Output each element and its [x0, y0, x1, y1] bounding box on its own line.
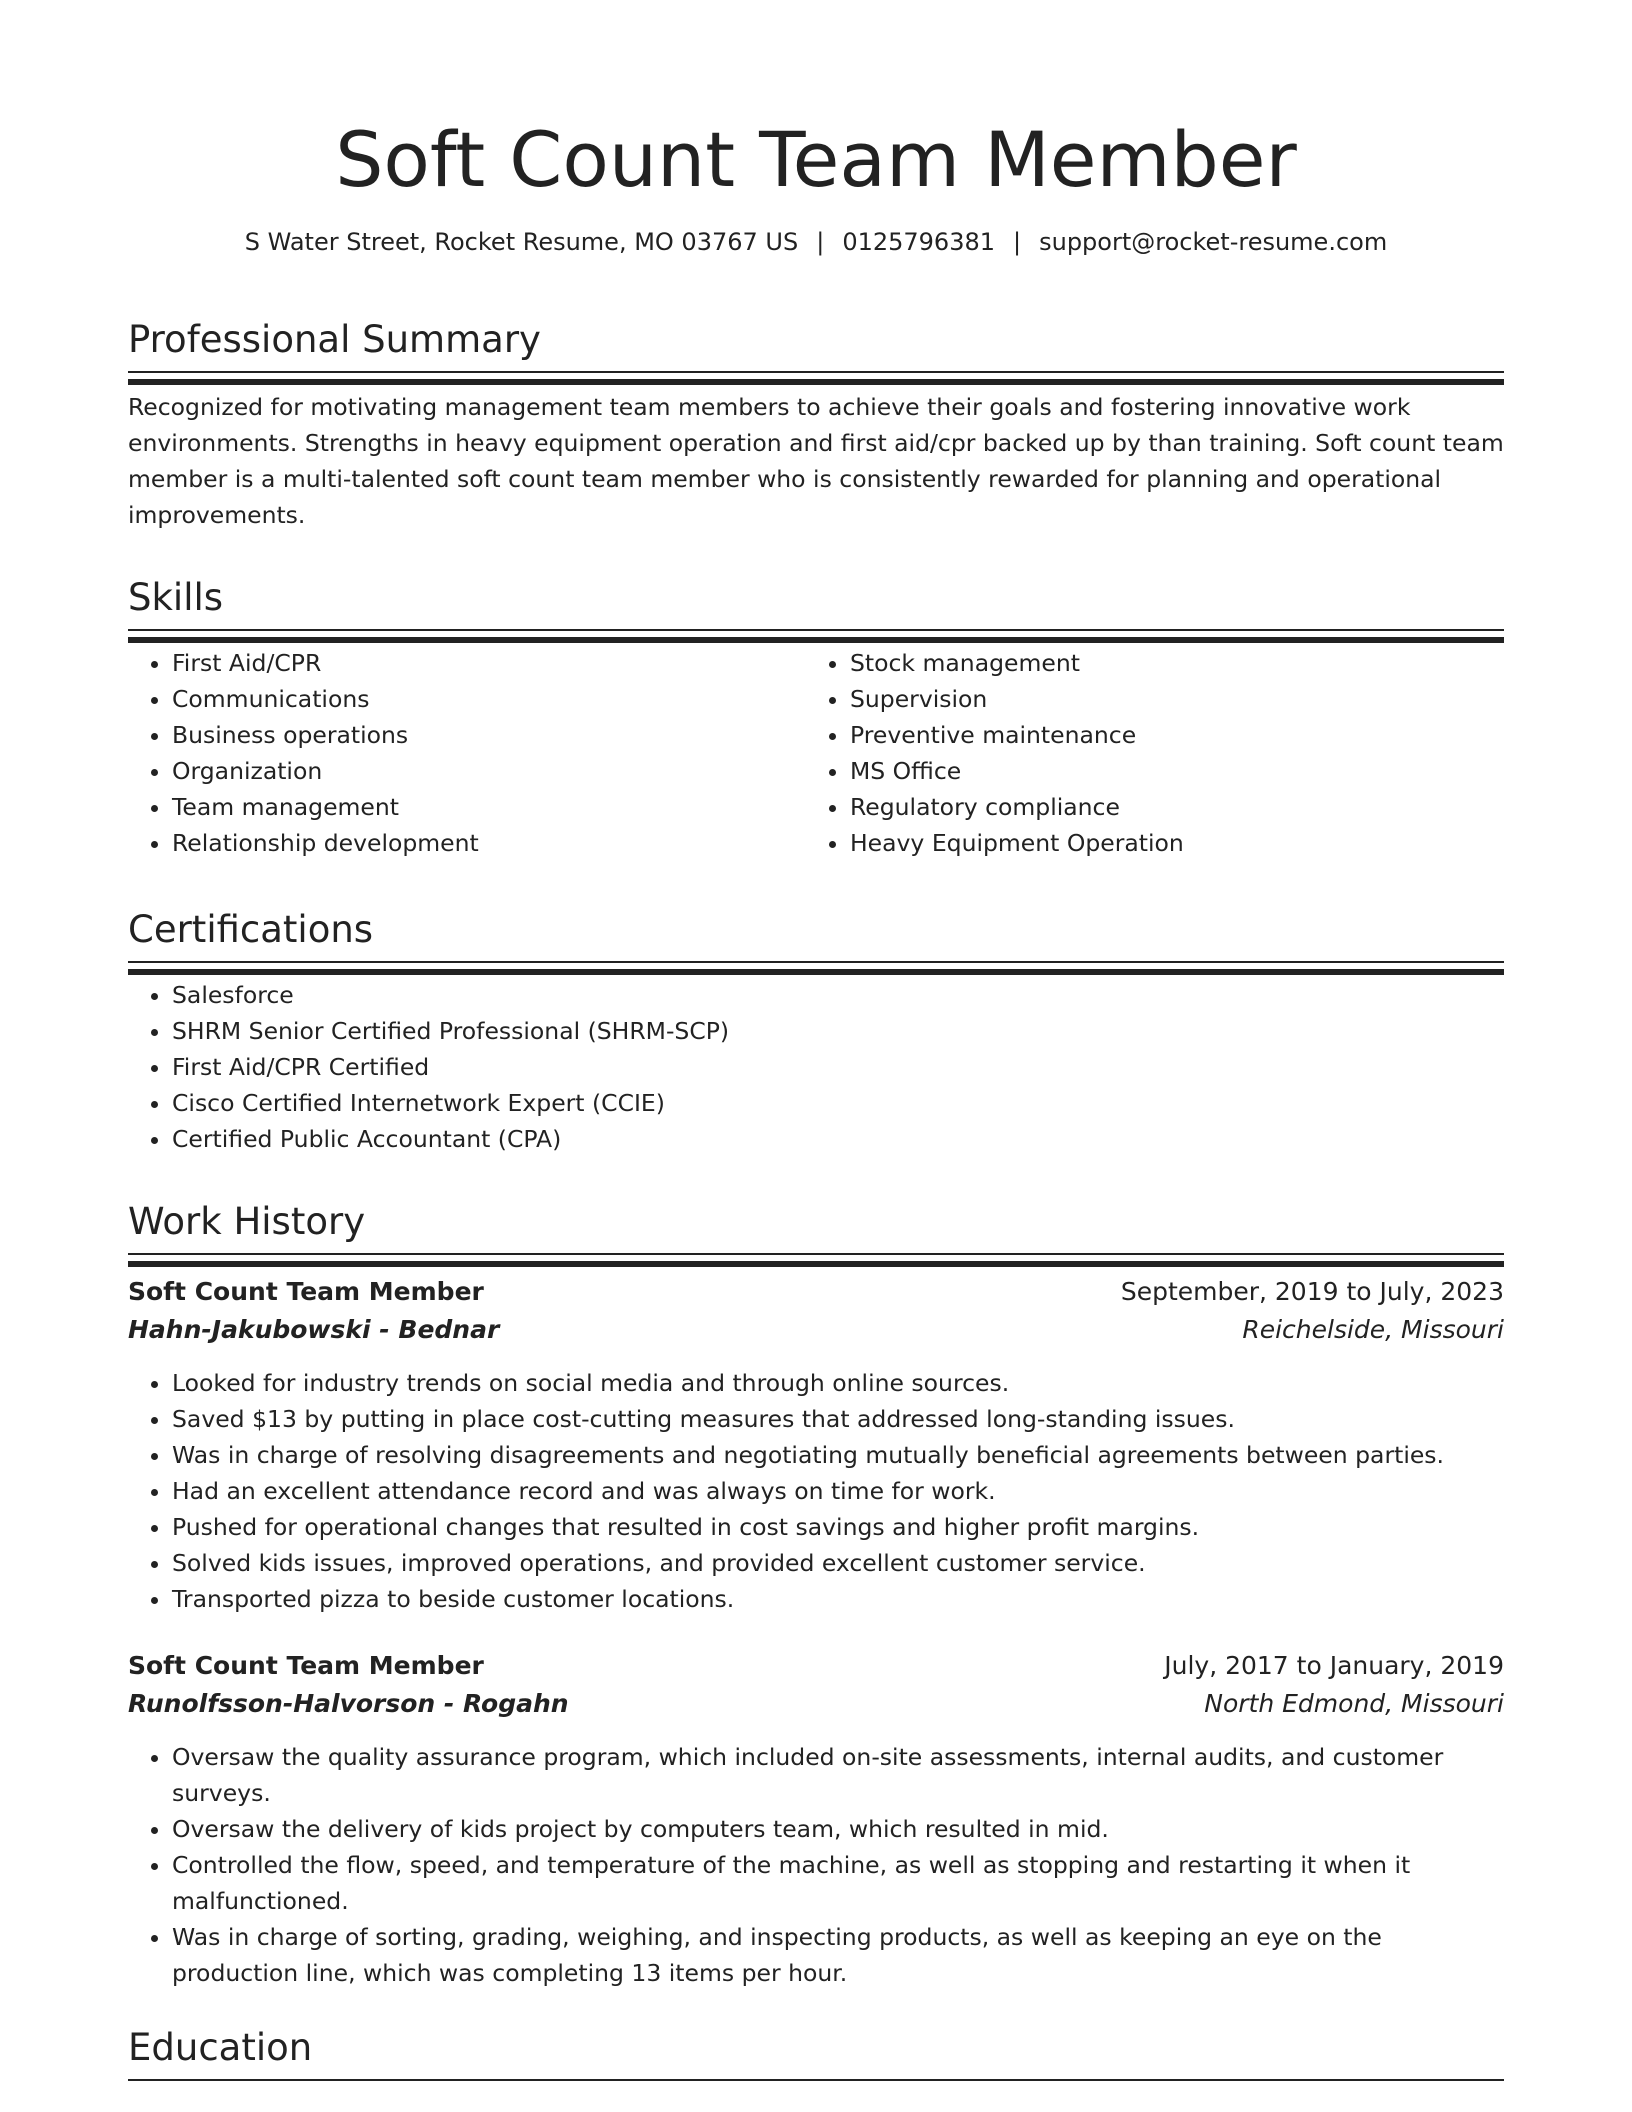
contact-line: [128, 228, 1504, 256]
contact-separator: |: [1013, 227, 1022, 256]
job-dates: September, 2019 to July, 2023: [1120, 1277, 1504, 1306]
job-location: North Edmond, Missouri: [1204, 1689, 1504, 1718]
job-bullet: • Transported pizza to beside customer locations.: [172, 1581, 1504, 1617]
certification-item: • Certified Public Accountant (CPA): [172, 1121, 1504, 1157]
skill-item: • Organization: [172, 753, 806, 789]
section-divider: [128, 961, 1504, 963]
certification-item: • Cisco Certified Internetwork Expert (CCIE): [172, 1085, 1504, 1121]
skill-item: • Stock management: [850, 645, 1484, 681]
job-company: Runolfsson-Halvorson - Rogahn: [128, 1689, 569, 1718]
certifications-section: [128, 908, 1504, 1157]
skill-item: • Regulatory compliance: [850, 789, 1484, 825]
contact-email[interactable]: support@rocket-resume.com: [1039, 227, 1388, 256]
contact-address: S Water Street, Rocket Resume, MO 03767 US: [244, 227, 799, 256]
education-section: [128, 2026, 1504, 2081]
section-divider: [128, 629, 1504, 631]
job-bullet: • Had an excellent attendance record and was always on time for work.: [172, 1473, 1504, 1509]
job-location: Reichelside, Missouri: [1242, 1315, 1504, 1344]
job-title: Soft Count Team Member: [128, 1651, 484, 1680]
skills-section: [128, 576, 1504, 861]
job-bullet: • Saved $13 by putting in place cost-cutting measures that addressed long-standing issues.: [172, 1401, 1504, 1437]
section-divider: [128, 1253, 1504, 1255]
job-bullet: • Looked for industry trends on social media and through online sources.: [172, 1365, 1504, 1401]
skill-item: • Team management: [172, 789, 806, 825]
summary-text: Recognized for motivating management team members to achieve their goals and fostering innovative work environments. Strengths in heavy equipment operation and first aid/cpr backed up by than training. Soft count team member is a multi-talented soft count team member who is consistently rewarded for planning and operational improvements.: [128, 393, 1504, 529]
job-bullet: • Solved kids issues, improved operations, and provided excellent customer service.: [172, 1545, 1504, 1581]
job-header: [128, 1273, 1504, 1311]
skills-list-right: [806, 645, 1484, 861]
skill-item: • First Aid/CPR: [172, 645, 806, 681]
skill-item: • Preventive maintenance: [850, 717, 1484, 753]
job-bullet: • Oversaw the quality assurance program, which included on-site assessments, internal audits, and customer surveys.: [172, 1739, 1504, 1811]
job-subheader: [128, 1685, 1504, 1723]
job-title: Soft Count Team Member: [128, 1277, 484, 1306]
section-title-summary: Professional Summary: [128, 318, 541, 361]
section-title-skills: Skills: [128, 576, 224, 619]
skill-item: • Heavy Equipment Operation: [850, 825, 1484, 861]
certification-item: • SHRM Senior Certified Professional (SHRM-SCP): [172, 1013, 1504, 1049]
section-title-education: Education: [128, 2026, 313, 2069]
section-title-work-history: Work History: [128, 1200, 366, 1243]
section-divider: [128, 371, 1504, 373]
certifications-list: [128, 977, 1504, 1157]
job-bullet: • Controlled the flow, speed, and temperature of the machine, as well as stopping and restarting it when it malfunctioned.: [172, 1847, 1504, 1919]
resume-name: Soft Count Team Member: [335, 115, 1297, 204]
work-history-section: [128, 1200, 1504, 1991]
skill-item: • Communications: [172, 681, 806, 717]
section-divider: [128, 2079, 1504, 2081]
certification-item: • Salesforce: [172, 977, 1504, 1013]
job-entry: [128, 1273, 1504, 1617]
skill-item: • Business operations: [172, 717, 806, 753]
skill-item: • MS Office: [850, 753, 1484, 789]
skills-list-left: [128, 645, 806, 861]
job-bullet: • Pushed for operational changes that resulted in cost savings and higher profit margins.: [172, 1509, 1504, 1545]
job-subheader: [128, 1311, 1504, 1349]
job-bullet: • Was in charge of sorting, grading, weighing, and inspecting products, as well as keeping an eye on the production line, which was completing 13 items per hour.: [172, 1919, 1504, 1991]
certification-item: • First Aid/CPR Certified: [172, 1049, 1504, 1085]
job-dates: July, 2017 to January, 2019: [1164, 1651, 1504, 1680]
job-bullet: • Oversaw the delivery of kids project by computers team, which resulted in mid.: [172, 1811, 1504, 1847]
job-entry: [128, 1647, 1504, 1991]
skill-item: • Supervision: [850, 681, 1484, 717]
job-bullet: • Was in charge of resolving disagreements and negotiating mutually beneficial agreements between parties.: [172, 1437, 1504, 1473]
section-title-certifications: Certifications: [128, 908, 374, 951]
skill-item: • Relationship development: [172, 825, 806, 861]
job-company: Hahn-Jakubowski - Bednar: [128, 1315, 500, 1344]
job-header: [128, 1647, 1504, 1685]
contact-separator: |: [816, 227, 825, 256]
summary-section: [128, 318, 1504, 533]
job-bullets: [128, 1365, 1504, 1617]
skills-columns: [128, 645, 1504, 861]
contact-phone: 0125796381: [842, 227, 996, 256]
resume-page: [128, 0, 1504, 2069]
job-bullets: [128, 1739, 1504, 1991]
